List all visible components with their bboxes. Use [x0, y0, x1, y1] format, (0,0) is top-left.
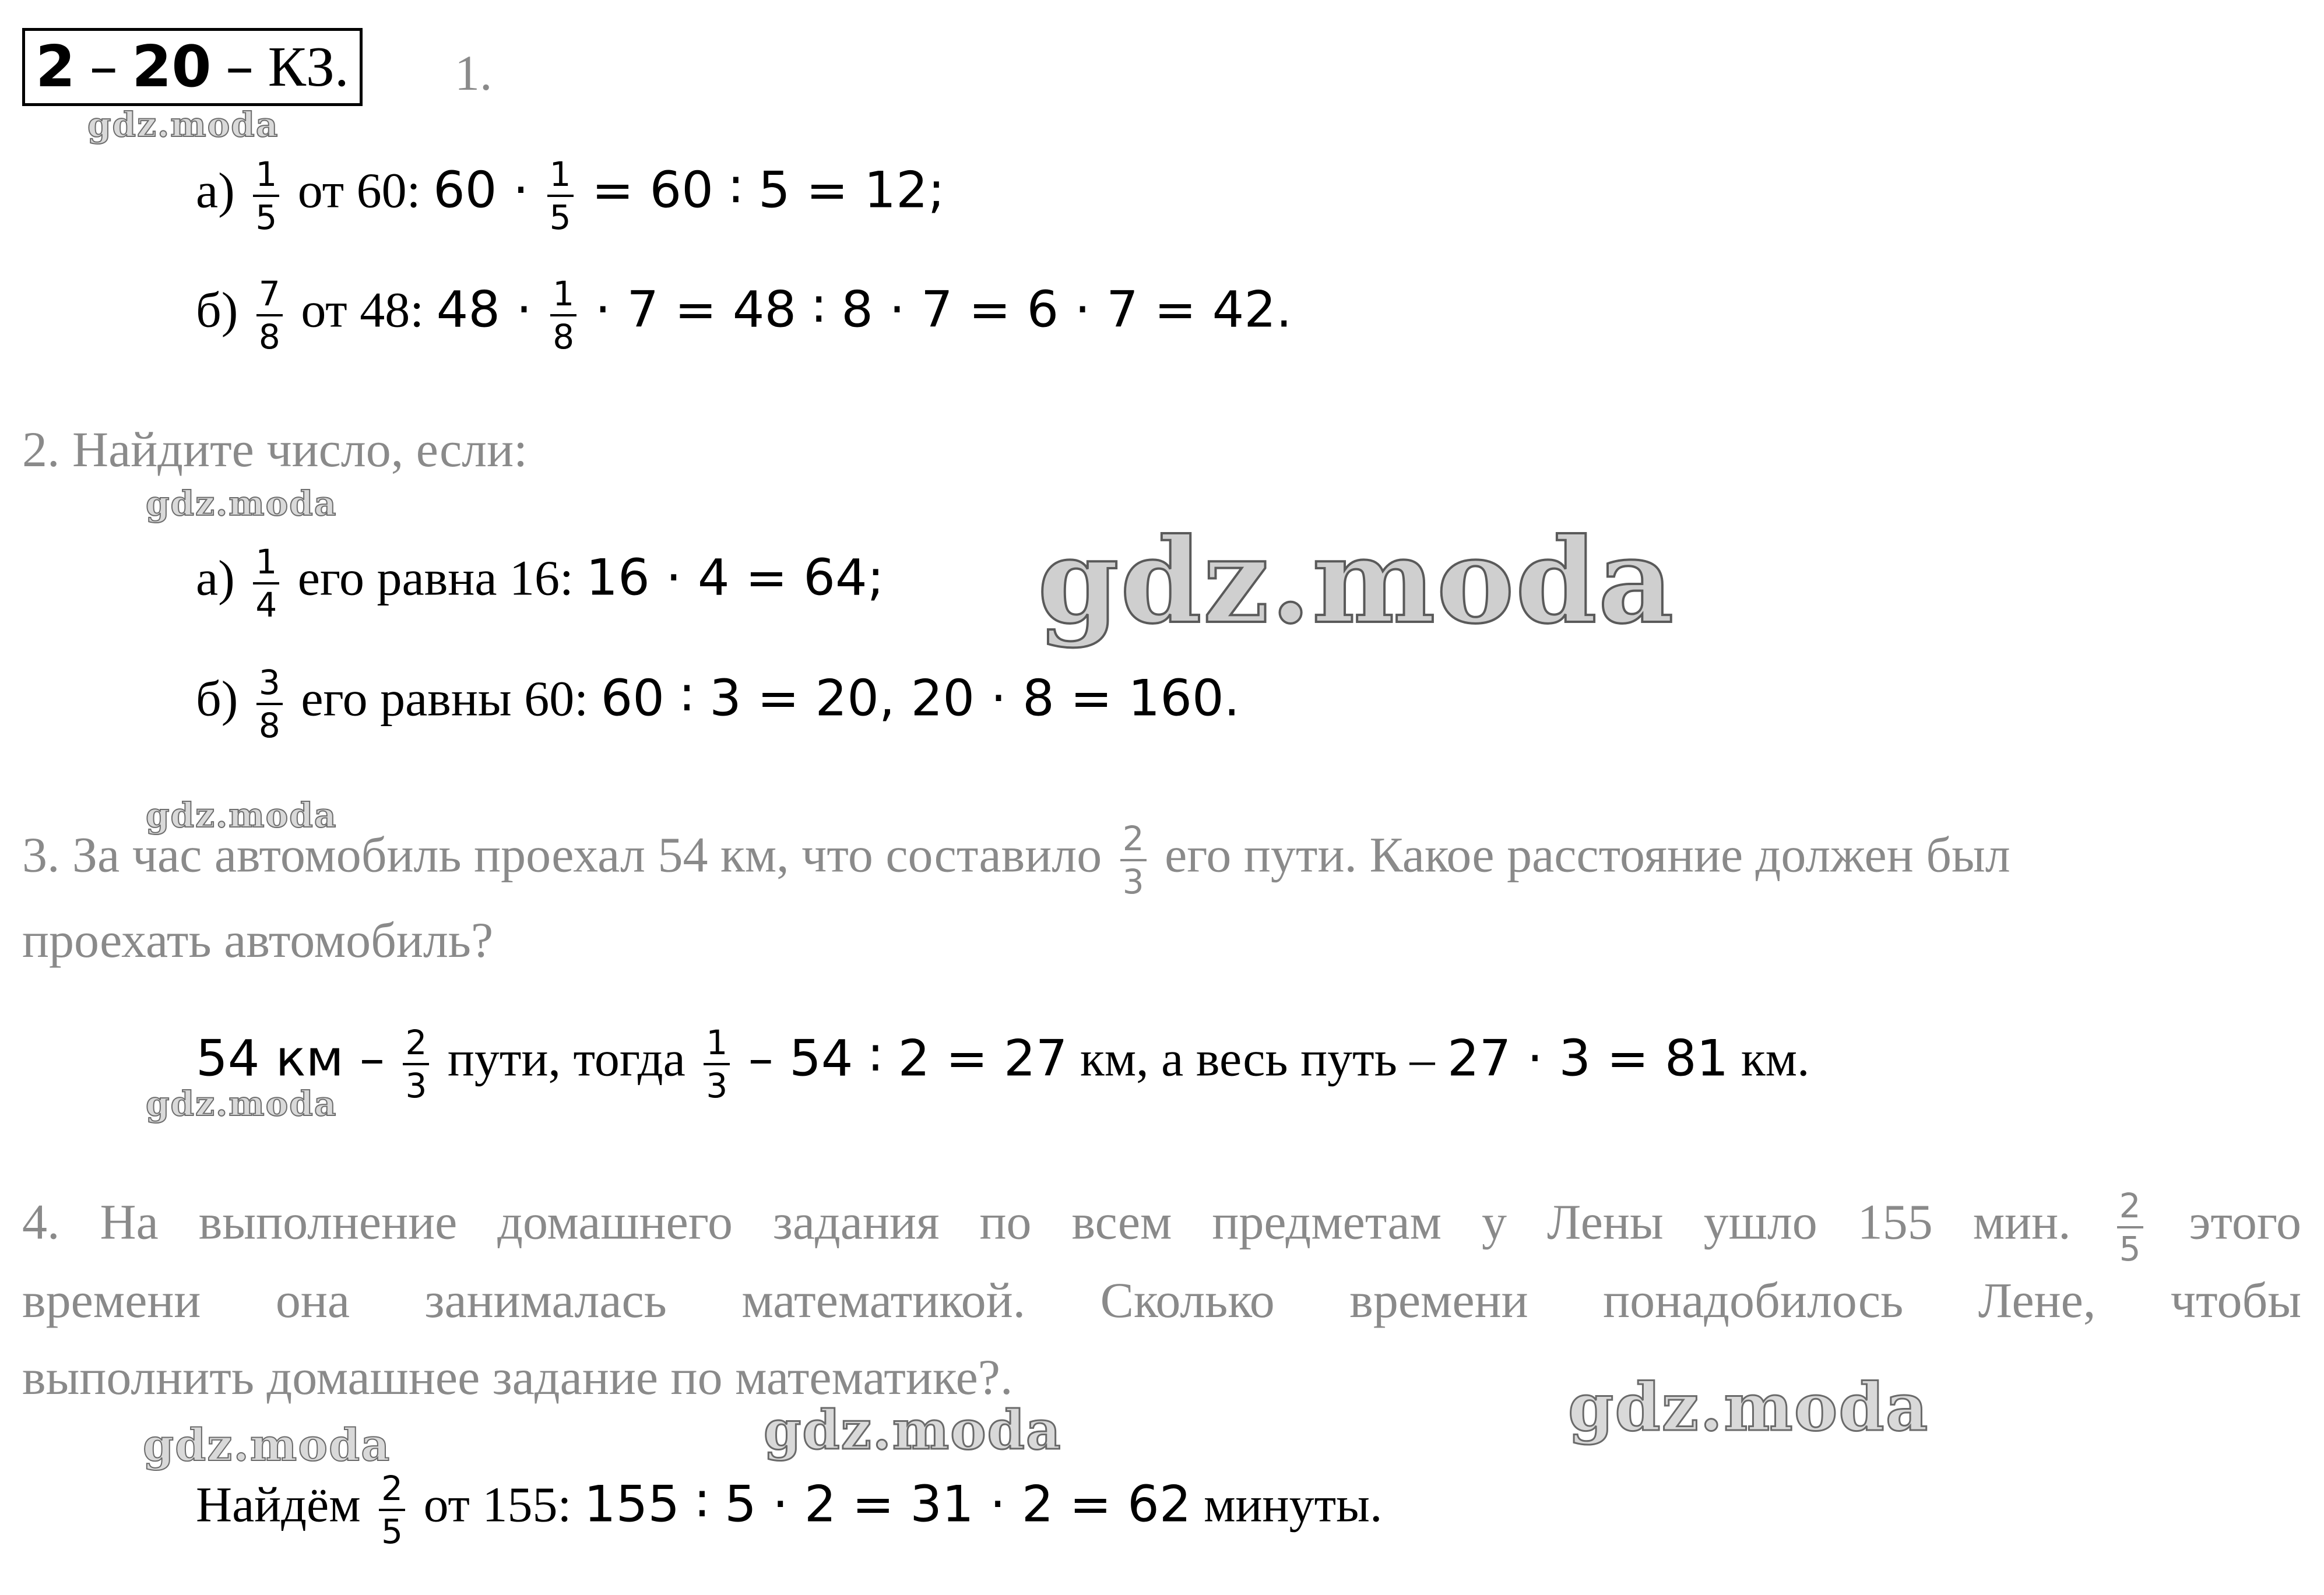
task-header — [22, 28, 363, 106]
fraction: $\frac{1}{4}$ — [253, 545, 279, 622]
fraction: $\frac{2}{3}$ — [403, 1026, 429, 1103]
fraction: $\frac{2}{3}$ — [1120, 822, 1147, 899]
fraction: $\frac{1}{8}$ — [550, 277, 576, 354]
fraction: $\frac{2}{5}$ — [2117, 1189, 2143, 1266]
watermark-logo: gdz.moda — [146, 1084, 337, 1124]
task4-question-line3: выполнить домашнее задание по математике?. — [22, 1349, 1013, 1405]
header-dash: – — [89, 34, 118, 100]
fraction: $\frac{1}{5}$ — [253, 157, 279, 234]
watermark-logo: gdz.moda — [87, 105, 279, 145]
header-number: 20 — [132, 34, 212, 100]
header-code: КЗ. — [268, 36, 349, 98]
header-dash: – — [225, 34, 254, 100]
fraction: $\frac{3}{8}$ — [256, 666, 283, 742]
task4-question-line2: времени она занималась математикой. Сколько времени понадобилось Лене, чтобы — [22, 1272, 2301, 1328]
watermark-logo: gdz.moda — [146, 484, 337, 523]
watermark-logo: gdz.moda — [146, 795, 337, 835]
task3-question-line2: проехать автомобиль? — [22, 912, 494, 968]
watermark-logo: gdz.moda — [764, 1399, 1062, 1462]
watermark-logo: gdz.moda — [143, 1419, 391, 1471]
task3-solution: 54 км – $\frac{2}{3}$ пути, тогда $\frac{1}{3}$ – 54 ∶ 2 = 27 км, а весь путь – 27 · 3 = 81 км. — [196, 1023, 1810, 1105]
watermark-logo: gdz.moda — [1568, 1369, 1929, 1446]
task2-b-line: б) $\frac{3}{8}$ его равны 60: 60 ∶ 3 = 20, 20 · 8 = 160. — [196, 663, 1240, 745]
task3-question-line1: 3. За час автомобиль проехал 54 км, что составило $\frac{2}{3}$ его пути. Какое расстояние должен был — [22, 819, 2010, 902]
fraction: $\frac{7}{8}$ — [256, 277, 283, 354]
fraction: $\frac{1}{3}$ — [704, 1026, 730, 1103]
task4-question-line1: 4. На выполнение домашнего задания по всем предметам у Лены ушло 155 мин. $\frac{2}{5}$ этого — [22, 1186, 2302, 1269]
task2-a-line: а) $\frac{1}{4}$ его равна 16: 16 · 4 = 64; — [196, 542, 884, 625]
task1-a-line: а) $\frac{1}{5}$ от 60: 60 · $\frac{1}{5}$ = 60 ∶ 5 = 12; — [196, 154, 945, 237]
header-chapter: 2 — [36, 34, 76, 100]
watermark-logo: gdz.moda — [1038, 513, 1675, 650]
fraction: $\frac{1}{5}$ — [547, 157, 574, 234]
task4-solution: Найдём $\frac{2}{5}$ от 155: 155 ∶ 5 · 2 = 31 · 2 = 62 минуты. — [196, 1469, 1383, 1551]
task2-title: 2. Найдите число, если: — [22, 421, 528, 477]
task1-number: 1. — [455, 45, 493, 101]
task1-b-line: б) $\frac{7}{8}$ от 48: 48 · $\frac{1}{8}$ · 7 = 48 ∶ 8 · 7 = 6 · 7 = 42. — [196, 274, 1292, 357]
fraction: $\frac{2}{5}$ — [379, 1471, 405, 1548]
